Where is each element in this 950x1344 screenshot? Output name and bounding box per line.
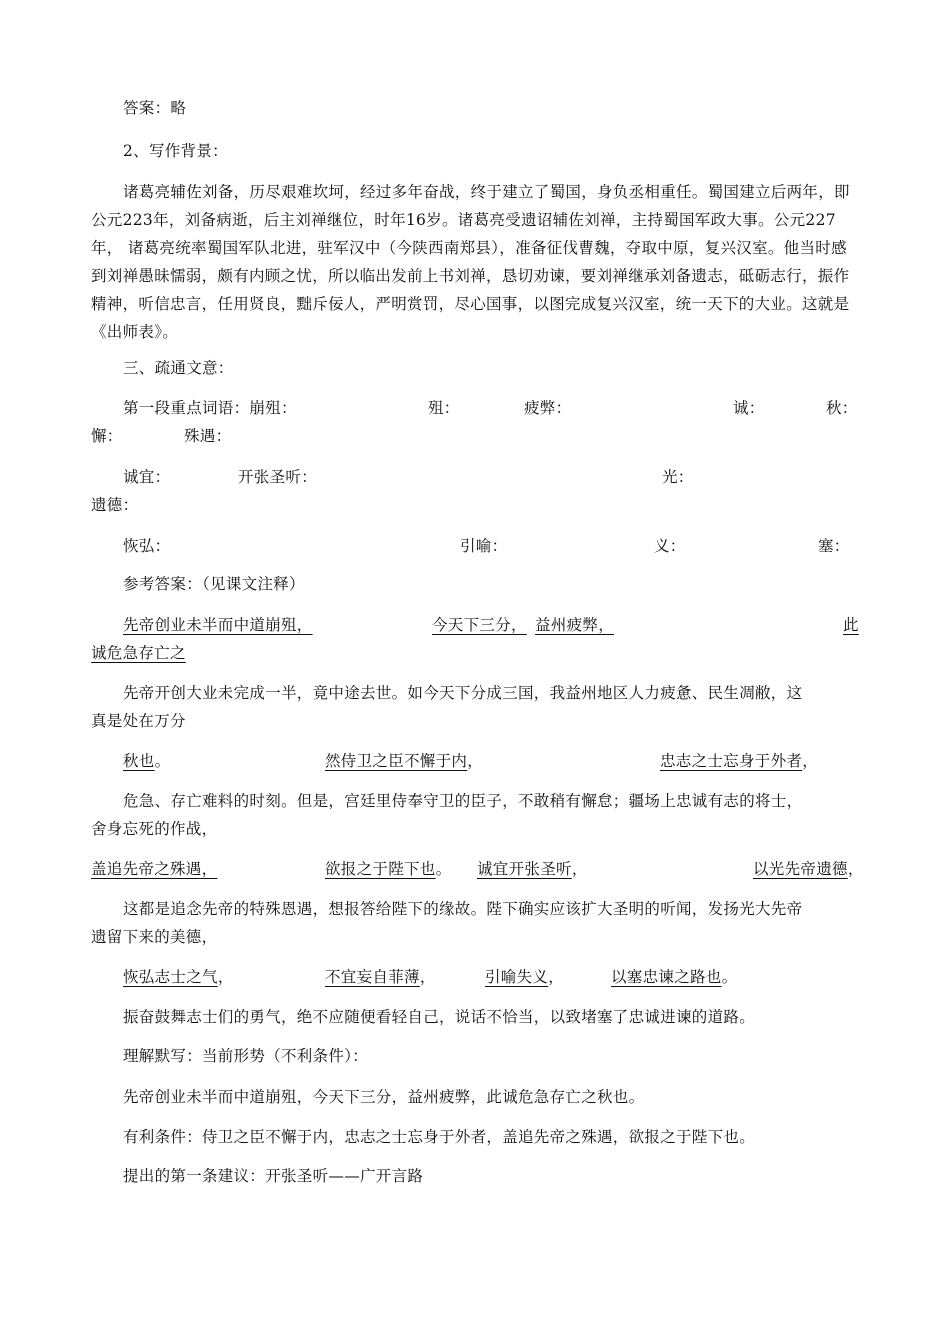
original-clause-14 (485, 967, 564, 987)
vocab-yinyu: 引喻： (460, 537, 508, 555)
original-clause-8: 盖追先帝之殊遇， (91, 860, 218, 878)
original-clause-3: 益州疲弊， (535, 616, 615, 634)
underlined-text: 忠志之士忘身于外者 (660, 752, 803, 770)
translation-3-line-1: 这都是追念先帝的特殊恩遇，想报答给陛下的缘故。陛下确实应该扩大圣明的听闻，发扬光大先帝 (123, 900, 803, 918)
punctuation: 。 (435, 860, 452, 878)
section-heading-background: 2、写作背景： (123, 142, 228, 160)
punctuation: ， (217, 968, 234, 986)
translation-2-line-1: 危急、存亡难料的时刻。但是，宫廷里侍奉守卫的臣子，不敢稍有懈怠；疆场上忠诚有志的将士， (123, 792, 803, 810)
underlined-text: 欲报之于陛下也 (325, 860, 436, 878)
vocab-bengcu: 第一段重点词语：崩殂： (123, 399, 297, 417)
original-clause-11 (753, 859, 864, 879)
reference-answer: 参考答案：（见课文注释） (123, 575, 305, 593)
translation-1-line-1: 先帝开创大业未完成一半，竟中途去世。如今天下分成三国，我益州地区人力疲惫、民生凋敝，这 (123, 684, 803, 702)
punctuation: ， (847, 860, 864, 878)
recitation-line: 先帝创业未半而中道崩殂，今天下三分，益州疲弊，此诚危急存亡之秋也。 (123, 1088, 645, 1106)
underlined-text: 然侍卫之臣不懈于内 (325, 752, 468, 770)
original-clause-13 (325, 967, 436, 987)
punctuation: ， (467, 752, 484, 770)
underlined-text: 以光先帝遗德 (753, 860, 848, 878)
underlined-text: 诚宜开张圣听 (477, 860, 572, 878)
punctuation: 。 (721, 968, 738, 986)
original-clause-15 (611, 967, 737, 987)
underlined-text: 恢弘志士之气 (123, 968, 218, 986)
vocab-huihong: 恢弘： (123, 537, 171, 555)
punctuation: ， (548, 968, 565, 986)
translation-2-line-2: 舍身忘死的作战， (91, 820, 218, 838)
vocab-shuyu: 殊遇： (184, 427, 232, 445)
punctuation: ， (802, 752, 819, 770)
section-heading-3: 三、疏通文意： (123, 359, 234, 377)
original-clause-4b: 诚危急存亡之 (91, 644, 186, 662)
vocab-cu: 殂： (428, 399, 460, 417)
vocab-xie: 懈： (91, 427, 123, 445)
vocab-se: 塞： (818, 537, 850, 555)
punctuation: ， (571, 860, 588, 878)
punctuation: 。 (154, 752, 171, 770)
vocab-chengyi: 诚宜： (123, 468, 171, 486)
answer-line: 答案：略 (123, 99, 187, 117)
favorable-conditions: 有利条件：侍卫之臣不懈于内，忠志之士忘身于外者，盖追先帝之殊遇，欲报之于陛下也。 (123, 1128, 756, 1146)
underlined-text: 以塞忠谏之路也 (611, 968, 722, 986)
vocab-kaizhangshengting: 开张圣听： (238, 468, 318, 486)
original-clause-12 (123, 967, 234, 987)
underlined-text: 引喻失义 (485, 968, 549, 986)
vocab-yi: 义： (654, 537, 686, 555)
vocab-cheng: 诚： (733, 399, 765, 417)
underlined-text: 秋也 (123, 752, 155, 770)
background-paragraph: 诸葛亮辅佐刘备，历尽艰难坎坷，经过多年奋战，终于建立了蜀国，身负丞相重任。蜀国建立后两年，即公元223年，刘备病逝，后主刘禅继位，时年16岁。诸葛亮受遗诏辅佐刘禅，主持蜀国军政大事。公元227年， 诸葛亮统率蜀国军队北进，驻军汉中（今陕西南郑县），准备征伐曹魏，夺取中原，复兴汉室。他当时感到刘禅愚昧懦弱，颇有内顾之忧，所以临出发前上书刘禅，恳切劝谏，要刘禅继承刘备遗志，砥砺志行，振作精神，听信忠言，任用贤良，黜斥佞人，严明赏罚，尽心国事，以图完成复兴汉室，统一天下的大业。这就是《出师表》。 (91, 183, 850, 341)
original-clause-5 (123, 751, 170, 771)
underlined-text: 不宜妄自菲薄 (325, 968, 420, 986)
original-clause-1: 先帝创业未半而中道崩殂， (123, 616, 313, 634)
vocab-qiu: 秋： (826, 399, 858, 417)
original-clause-7 (660, 751, 818, 771)
vocab-pibi: 疲弊： (524, 399, 572, 417)
first-suggestion: 提出的第一条建议：开张圣听——广开言路 (123, 1167, 424, 1185)
translation-1-line-2: 真是处在万分 (91, 712, 186, 730)
vocab-guang: 光： (662, 468, 694, 486)
translation-4: 振奋鼓舞志士们的勇气，绝不应随便看轻自己，说话不恰当，以致堵塞了忠诚进谏的道路。 (123, 1008, 756, 1026)
original-clause-6 (325, 751, 483, 771)
original-clause-2: 今天下三分， (432, 616, 527, 634)
translation-3-line-2: 遗留下来的美德， (91, 928, 218, 946)
punctuation: ， (419, 968, 436, 986)
vocab-yide: 遗德： (91, 496, 139, 514)
original-clause-4a: 此 (843, 616, 859, 634)
original-clause-9 (325, 859, 451, 879)
original-clause-10 (477, 859, 588, 879)
understanding-dictation-heading: 理解默写：当前形势（不利条件）： (123, 1047, 369, 1065)
